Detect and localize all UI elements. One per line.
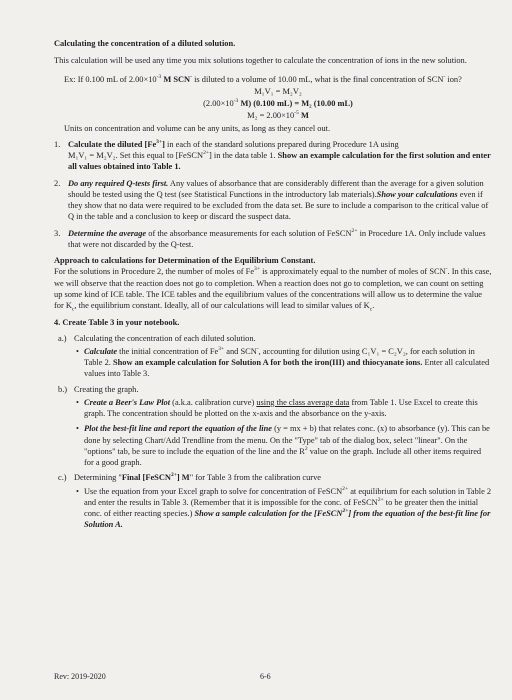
approach-paragraph: For the solutions in Procedure 2, the number of moles of $Fe^{3+}$ is approximately equal to the number of moles of SCN-. In this case, we will observe that the reaction does not go to completion. When a reaction does not go to completion, we can count on setting up some kind of ICE table. The ICE tables and the equilibrium values of the concentrations will allow us to determine the value for $K_c$, the equilibrium constant. Ideally, all of our calculations will lead to similar values of $K_c$. [54, 266, 492, 313]
bullet-a: • Calculate the initial concentration of $Fe^{3+}$ and SCN-, accounting for dilution using C₁V₁ = C₂V₂, for each solution in Table 2. Show an example calculation for Solution A for both the iron(III) and thiocyanate ions. Enter all calculated values into Table 3. [76, 345, 490, 379]
example-block [64, 74, 492, 122]
bullet-b1: • Create a Beer's Law Plot (a.k.a. calibration curve) using the class average data from Table 1. Use Excel to create this graph. The concentration should be plotted on the x-axis and the absorbance on the y-axis. [76, 397, 478, 418]
bullet-marker: • [76, 486, 79, 496]
list-item-2: 2. Do any required Q-tests first. Any values of absorbance that are considerably different than the average for a given solution should be tested using the Q test (see Statistical Functions in the introductory lab materials).Show your calculations even if they show that no data were required to be excluded from the data set. Be sure to include a comparison to the critical value of Q in the table and a conclusion to keep or discard the suspect data. [54, 178, 489, 222]
intro-paragraph: This calculation will be used any time you mix solutions together to calculate the concentration of ions in the new solution. [54, 56, 467, 66]
page-footer [54, 672, 492, 683]
bullet-c: • Use the equation from your Excel graph to solve for concentration of FeSCN$^{2+}$ at equilibrium for each solution in Table 2 and enter the results in Table 3. (Remember that it is impossible for the conc. of FeSCN$^{2+}$ to be greater then the initial conc. of either reacting species.) Show a sample calculation for the [FeSCN$^{2+}$] from the equation of the best-fit line for Solution A. [76, 485, 492, 530]
equation-2: ($2.00\times 10^{-3}$ M) (0.100 mL) = M₂ (10.00 mL) [203, 98, 353, 108]
equation-3: $M_2 = 2.00\times 10^{-5}$ M [247, 110, 309, 121]
subitem-b: b.) Creating the graph. [58, 384, 139, 394]
bullet-marker: • [76, 346, 79, 356]
approach-heading: Approach to calculations for Determination of the Equilibrium Constant. [54, 256, 316, 265]
equation-1: M₁V₁ = M₂V₂ [254, 86, 302, 96]
subitem-a: a.) Calculating the concentration of each diluted solution. [58, 333, 256, 343]
units-note: Units on concentration and volume can be any units, as long as they cancel out. [64, 123, 331, 133]
revision-label: Rev: 2019-2020 [54, 672, 106, 681]
section-title: Calculating the concentration of a diluted solution. [54, 39, 236, 48]
bullet-b2: • Plot the best-fit line and report the equation of the line (y = mx + b) that relates conc. (x) to absorbance (y). This can be done by selecting Chart/Add Trendline from the menu. On the "Type" tab of the dialog box, select "linear". On the "options" tab, be sure to include the equation of the line and the $R^2$ value on the graph. Include all other items required for a good graph. [76, 424, 490, 467]
list-item-3: 3. Determine the average of the absorbance measurements for each solution of FeSCN$^{2+}$ in Procedure 1A. Only include values that were not discarded by the Q-test. [54, 227, 486, 249]
bullet-marker: • [76, 424, 79, 434]
section-4-heading: 4. Create Table 3 in your notebook. [54, 318, 180, 328]
page-number: 6-6 [260, 672, 271, 681]
example-question: Ex: If 0.100 mL of $2.00\times 10^{-3}$ M SCN- is diluted to a volume of 10.00 mL, what is the final concentration of SCN- ion? [64, 73, 462, 84]
bullet-marker: • [76, 397, 79, 407]
subitem-c: c.) Determining "Final [FeSCN$^{2+}$] M" for Table 3 from the calibration curve [58, 472, 321, 483]
list-item-1: 1. Calculate the diluted $[Fe^{3+}]$ in each of the standard solutions prepared during Procedure 1A using M₁V₁ = M₂V₂. Set this equal to [FeSCN$^{2+}$] in the data table 1. Show an example calculation for the first solution and enter all values obtained into Table 1. [54, 138, 491, 172]
approach-section [54, 255, 492, 311]
